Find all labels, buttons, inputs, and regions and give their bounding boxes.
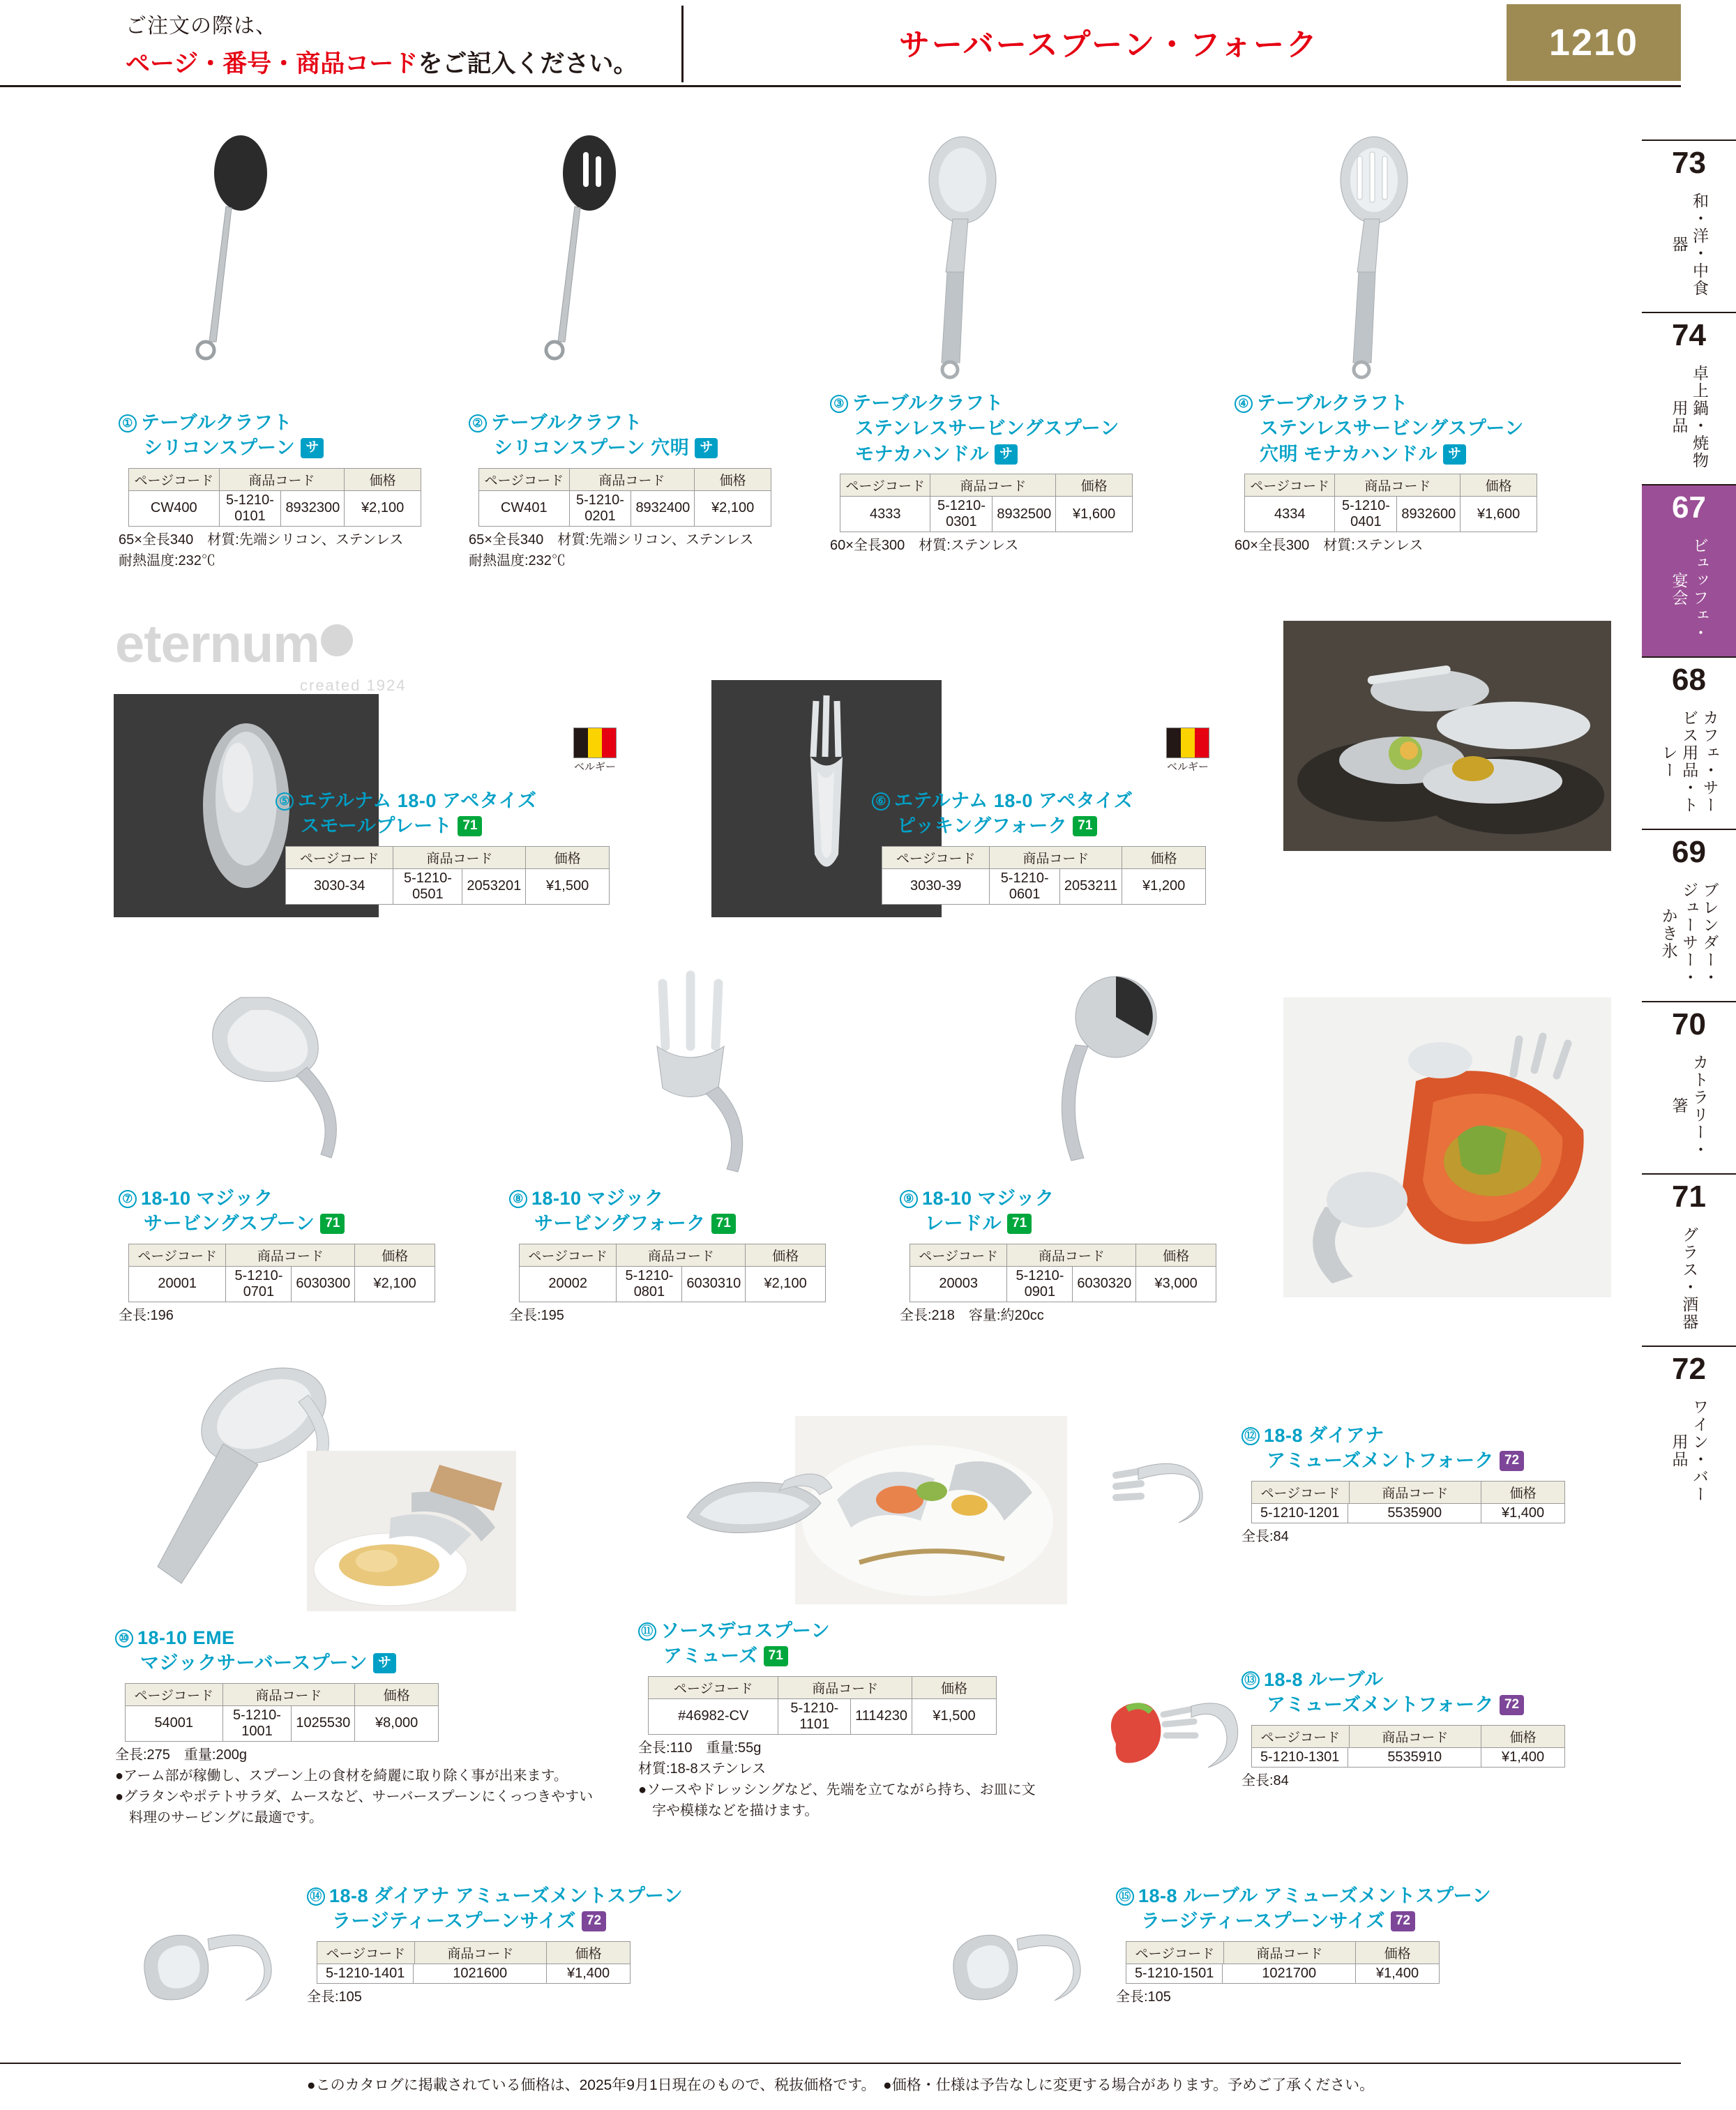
table-row: 5-1210-1301 5535910 ¥1,400	[1252, 1747, 1565, 1767]
col-page: ページコード	[129, 1244, 226, 1266]
price-table	[648, 1676, 997, 1735]
index-tab-number: 74	[1672, 318, 1706, 352]
item-spec: 全長:105	[307, 1989, 362, 2005]
item-block-12	[1241, 1423, 1674, 1547]
footer-note: ●このカタログに掲載されている価格は、2025年9月1日現在のもので、税抜価格です。 ●価格・仕様は予告なしに変更する場合があります。予めご了承ください。	[306, 2077, 1375, 2093]
col-page: ページコード	[649, 1676, 778, 1698]
col-code: 商品コード	[930, 474, 1056, 497]
col-code: 商品コード	[1007, 1244, 1136, 1266]
table-row: 20001 5-1210-0701 6030300 ¥2,100	[129, 1266, 435, 1302]
col-code: 商品コード	[393, 846, 526, 868]
table-row: 5-1210-1501 1021700 ¥1,400	[1126, 1964, 1440, 1983]
belgium-flag-icon	[1166, 728, 1209, 758]
table-row: CW400 5-1210-0101 8932300 ¥2,100	[129, 490, 421, 526]
col-code: 商品コード	[219, 468, 345, 490]
index-tab-69[interactable]	[1642, 829, 1736, 1001]
belgium-flag-icon	[573, 728, 617, 758]
item-title: ⑤ エテルナム 18-0 アペタイズ スモールプレート 71	[276, 788, 666, 839]
category-badge: 71	[1007, 1214, 1032, 1234]
table-row: 54001 5-1210-1001 1025530 ¥8,000	[126, 1705, 439, 1741]
index-tab-67[interactable]	[1642, 484, 1736, 656]
product-image-louvre-amusement-fork	[1088, 1681, 1248, 1800]
table-row: 4334 5-1210-0401 8932600 ¥1,600	[1245, 497, 1537, 532]
col-code: 商品コード	[1223, 1941, 1356, 1964]
item-spec: 全長:218 容量:約20cc	[900, 1307, 1044, 1323]
product-image-magic-serving-fork	[614, 963, 795, 1200]
index-tab-73[interactable]	[1642, 140, 1736, 312]
item-title: ⑧ 18-10 マジック サービングフォーク 71	[509, 1186, 886, 1237]
photo-content	[307, 1451, 516, 1611]
col-page: ページコード	[286, 846, 393, 868]
col-price: 価格	[1356, 1941, 1440, 1964]
col-page: ページコード	[520, 1244, 617, 1266]
item-spec: 全長:195	[509, 1307, 564, 1323]
product-image-silicon-spoon	[167, 133, 300, 391]
index-tab-68[interactable]	[1642, 656, 1736, 829]
col-page: ページコード	[910, 1244, 1007, 1266]
order-note-line2	[126, 45, 681, 80]
index-tab-label: 和・洋・中食器	[1670, 192, 1709, 297]
item-number: ⑮	[1116, 1887, 1134, 1906]
category-badge: 71	[764, 1646, 788, 1666]
header-divider	[0, 85, 1681, 87]
item-title: ② テーブルクラフト シリコンスプーン 穴明 サ	[469, 410, 831, 461]
price-table	[909, 1244, 1216, 1302]
col-code: 商品コード	[569, 468, 695, 490]
order-note-line1: ご注文の際は、	[126, 15, 277, 38]
price-table	[478, 468, 771, 527]
product-image-magic-ladle	[1011, 963, 1207, 1207]
col-price: 価格	[1481, 1725, 1565, 1747]
col-page: ページコード	[882, 846, 990, 868]
index-tab-74[interactable]	[1642, 312, 1736, 484]
col-code: 商品コード	[778, 1676, 912, 1698]
item-title: ① テーブルクラフト シリコンスプーン サ	[119, 410, 481, 461]
item-title: ③ テーブルクラフト ステンレスサービングスプーン モナカハンドル サ	[830, 391, 1235, 467]
item-number: ⑬	[1241, 1671, 1260, 1689]
category-badge: サ	[1443, 444, 1466, 465]
col-code: 商品コード	[226, 1244, 355, 1266]
col-price: 価格	[547, 1941, 631, 1964]
col-code: 商品コード	[414, 1941, 547, 1964]
order-note-tail: をご記入ください。	[418, 50, 638, 77]
col-code: 商品コード	[990, 846, 1122, 868]
index-tab-number: 70	[1672, 1007, 1706, 1041]
category-badge: 72	[1391, 1911, 1415, 1931]
item-block-6	[872, 788, 1262, 905]
price-table	[840, 474, 1133, 532]
col-code: 商品コード	[1349, 1725, 1481, 1747]
price-table	[285, 846, 610, 905]
col-price: 価格	[1056, 474, 1133, 497]
col-page: ページコード	[1126, 1941, 1224, 1964]
table-row: 5-1210-1201 5535900 ¥1,400	[1252, 1503, 1565, 1523]
price-table	[317, 1941, 631, 1984]
item-title: ⑪ ソースデコスプーン アミューズ 71	[638, 1618, 1085, 1669]
order-note	[77, 6, 684, 82]
price-table	[1251, 1481, 1565, 1523]
col-code: 商品コード	[617, 1244, 746, 1266]
item-title: ⑬ 18-8 ルーブル アミューズメントフォーク 72	[1241, 1667, 1674, 1718]
category-badge: 72	[1500, 1451, 1524, 1471]
index-tab-label: グラス・酒器	[1680, 1226, 1699, 1331]
product-image-silicon-spoon-slotted	[516, 133, 649, 391]
item-block-2	[469, 410, 831, 571]
col-page: ページコード	[479, 468, 570, 490]
item-spec: 全長:275 重量:200g ●アーム部が稼働し、スプーン上の食材を綺麗に取り除く事が出来ます。 ●グラタンやポテトサラダ、ムースなど、サーバースプーンにくっつきやすい 料理のサービングに最適です。	[115, 1747, 594, 1825]
item-block-15	[1116, 1883, 1688, 2007]
col-code: 商品コード	[1349, 1481, 1481, 1503]
table-row: 3030-34 5-1210-0501 2053201 ¥1,500	[286, 868, 610, 904]
item-title: ⑫ 18-8 ダイアナ アミューズメントフォーク 72	[1241, 1423, 1674, 1474]
item-number: ⑦	[119, 1190, 137, 1208]
item-block-4	[1235, 391, 1653, 556]
eternum-tagline: created 1924	[300, 677, 407, 694]
price-table	[128, 468, 421, 527]
product-image-louvre-amusement-spoon	[935, 1897, 1109, 2023]
category-badge: サ	[995, 444, 1018, 465]
item-block-10	[115, 1625, 603, 1828]
logo-dot	[321, 624, 353, 656]
product-image-diana-amusement-spoon	[126, 1897, 300, 2023]
index-tab-label: 卓上鍋・焼物用品	[1670, 364, 1709, 469]
item-block-8	[509, 1186, 886, 1326]
item-spec: 65×全長340 材質:先端シリコン、ステンレス 耐熱温度:232℃	[119, 532, 404, 568]
table-row: 20002 5-1210-0801 6030310 ¥2,100	[520, 1266, 826, 1302]
index-tab-71[interactable]	[1642, 1173, 1736, 1346]
price-table	[1244, 474, 1537, 532]
table-row: #46982-CV 5-1210-1101 1114230 ¥1,500	[649, 1698, 997, 1734]
item-block-11	[638, 1618, 1085, 1821]
price-table	[519, 1244, 826, 1302]
col-code: 商品コード	[222, 1683, 355, 1705]
col-page: ページコード	[126, 1683, 223, 1705]
lifestyle-photo-eme-use	[307, 1451, 516, 1611]
product-image-diana-amusement-fork	[1102, 1440, 1235, 1538]
price-table	[125, 1683, 439, 1742]
price-table	[128, 1244, 435, 1302]
item-title: ⑨ 18-10 マジック レードル 71	[900, 1186, 1276, 1237]
col-price: 価格	[526, 846, 610, 868]
item-title: ④ テーブルクラフト ステンレスサービングスプーン 穴明 モナカハンドル サ	[1235, 391, 1653, 467]
table-row: 4333 5-1210-0301 8932500 ¥1,600	[840, 497, 1133, 532]
item-block-14	[307, 1883, 935, 2007]
item-number: ⑥	[872, 792, 890, 811]
item-block-5	[276, 788, 666, 905]
flag-caption: ベルギー	[1166, 761, 1209, 773]
item-title: ⑦ 18-10 マジック サービングスプーン 71	[119, 1186, 495, 1237]
index-tab-70[interactable]	[1642, 1001, 1736, 1173]
item-number: ⑭	[307, 1887, 325, 1906]
category-badge: サ	[695, 438, 718, 458]
lifestyle-photo-appetize	[1283, 621, 1611, 851]
col-page: ページコード	[1245, 474, 1335, 497]
item-spec: 60×全長300 材質:ステンレス	[830, 538, 1019, 554]
item-block-9	[900, 1186, 1276, 1326]
col-code: 商品コード	[1335, 474, 1460, 497]
item-title: ⑮ 18-8 ルーブル アミューズメントスプーン ラージティースプーンサイズ 72	[1116, 1883, 1688, 1934]
index-tab-number: 67	[1672, 490, 1706, 525]
category-badge: 71	[1073, 816, 1097, 836]
item-number: ③	[830, 395, 848, 413]
page-title: サーバースプーン・フォーク	[898, 28, 1320, 62]
item-number: ①	[119, 414, 137, 432]
product-image-sauce-deco-spoon	[673, 1433, 840, 1573]
col-price: 価格	[355, 1683, 439, 1705]
index-tab-number: 73	[1672, 146, 1706, 180]
col-price: 価格	[1460, 474, 1537, 497]
item-spec: 全長:110 重量:55g 材質:18-8ステンレス ●ソースやドレッシングなど、先端を立てながら持ち、お皿に文 字や模様などを描けます。	[638, 1740, 1036, 1818]
index-tab-number: 71	[1672, 1180, 1706, 1214]
flag-caption: ベルギー	[573, 761, 616, 773]
index-tab-label: カフェ・サービス用品・トレー	[1659, 709, 1719, 814]
category-badge: 72	[582, 1911, 606, 1931]
item-spec: 全長:84	[1241, 1772, 1289, 1788]
table-row: 20003 5-1210-0901 6030320 ¥3,000	[910, 1266, 1216, 1302]
item-block-7	[119, 1186, 495, 1326]
product-image-magic-serving-spoon	[174, 970, 384, 1200]
price-table	[1126, 1941, 1440, 1984]
item-block-3	[830, 391, 1235, 556]
product-image-serving-spoon	[886, 133, 1032, 391]
col-price: 価格	[1136, 1244, 1216, 1266]
price-table	[882, 846, 1206, 905]
item-number: ⑧	[509, 1190, 527, 1208]
item-number: ⑩	[115, 1629, 133, 1648]
lifestyle-photo-salad	[1283, 997, 1611, 1297]
table-row: 5-1210-1401 1021600 ¥1,400	[317, 1964, 631, 1983]
footer-divider	[0, 2063, 1681, 2064]
item-spec: 全長:196	[119, 1307, 174, 1323]
item-number: ⑤	[276, 792, 294, 811]
item-spec: 全長:84	[1241, 1528, 1289, 1544]
page-number: 1210	[1507, 4, 1681, 81]
category-badge: 71	[320, 1214, 345, 1234]
index-tab-label: カトラリー・箸	[1670, 1053, 1709, 1159]
col-page: ページコード	[1252, 1481, 1350, 1503]
item-number: ②	[469, 414, 487, 432]
index-tab-label: ブレンダー・ジューサー・かき氷	[1659, 881, 1719, 986]
index-tab-number: 68	[1672, 663, 1706, 697]
item-block-13	[1241, 1667, 1674, 1791]
category-badge: 71	[458, 816, 482, 836]
category-badge: サ	[301, 438, 324, 458]
category-index	[1642, 140, 1736, 1518]
category-badge: 71	[711, 1214, 736, 1234]
item-number: ⑫	[1241, 1427, 1260, 1445]
col-price: 価格	[746, 1244, 826, 1266]
eternum-logo: eternum	[115, 614, 353, 675]
photo-content	[1283, 621, 1611, 851]
col-price: 価格	[1481, 1481, 1565, 1503]
item-title: ⑥ エテルナム 18-0 アペタイズ ピッキングフォーク 71	[872, 788, 1262, 839]
index-tab-label: ワイン・バー用品	[1670, 1398, 1709, 1503]
item-number: ⑪	[638, 1622, 656, 1641]
table-row: 3030-39 5-1210-0601 2053211 ¥1,200	[882, 868, 1206, 904]
item-title: ⑩ 18-10 EME マジックサーバースプーン サ	[115, 1625, 603, 1676]
col-price: 価格	[355, 1244, 435, 1266]
photo-content	[1283, 997, 1611, 1297]
col-page: ページコード	[317, 1941, 415, 1964]
category-badge: 72	[1500, 1695, 1524, 1715]
col-page: ページコード	[840, 474, 930, 497]
price-table	[1251, 1725, 1565, 1768]
col-price: 価格	[1122, 846, 1206, 868]
col-price: 価格	[345, 468, 421, 490]
index-tab-label: ビュッフェ・宴会	[1670, 536, 1709, 642]
item-number: ⑨	[900, 1190, 918, 1208]
item-spec: 60×全長300 材質:ステンレス	[1235, 538, 1424, 554]
item-number: ④	[1235, 395, 1253, 413]
col-page: ページコード	[1252, 1725, 1350, 1747]
category-badge: サ	[373, 1653, 396, 1673]
index-tab-number: 72	[1672, 1352, 1706, 1386]
col-page: ページコード	[129, 468, 220, 490]
item-spec: 65×全長340 材質:先端シリコン、ステンレス 耐熱温度:232℃	[469, 532, 754, 568]
order-note-emphasis: ページ・番号・商品コード	[126, 50, 418, 77]
table-row: CW401 5-1210-0201 8932400 ¥2,100	[479, 490, 771, 526]
index-tab-number: 69	[1672, 835, 1706, 869]
item-title: ⑭ 18-8 ダイアナ アミューズメントスプーン ラージティースプーンサイズ 72	[307, 1883, 935, 1934]
item-spec: 全長:105	[1116, 1989, 1171, 2005]
col-price: 価格	[695, 468, 771, 490]
col-price: 価格	[912, 1676, 997, 1698]
item-block-1	[119, 410, 481, 571]
product-image-serving-spoon-slotted	[1297, 133, 1444, 391]
